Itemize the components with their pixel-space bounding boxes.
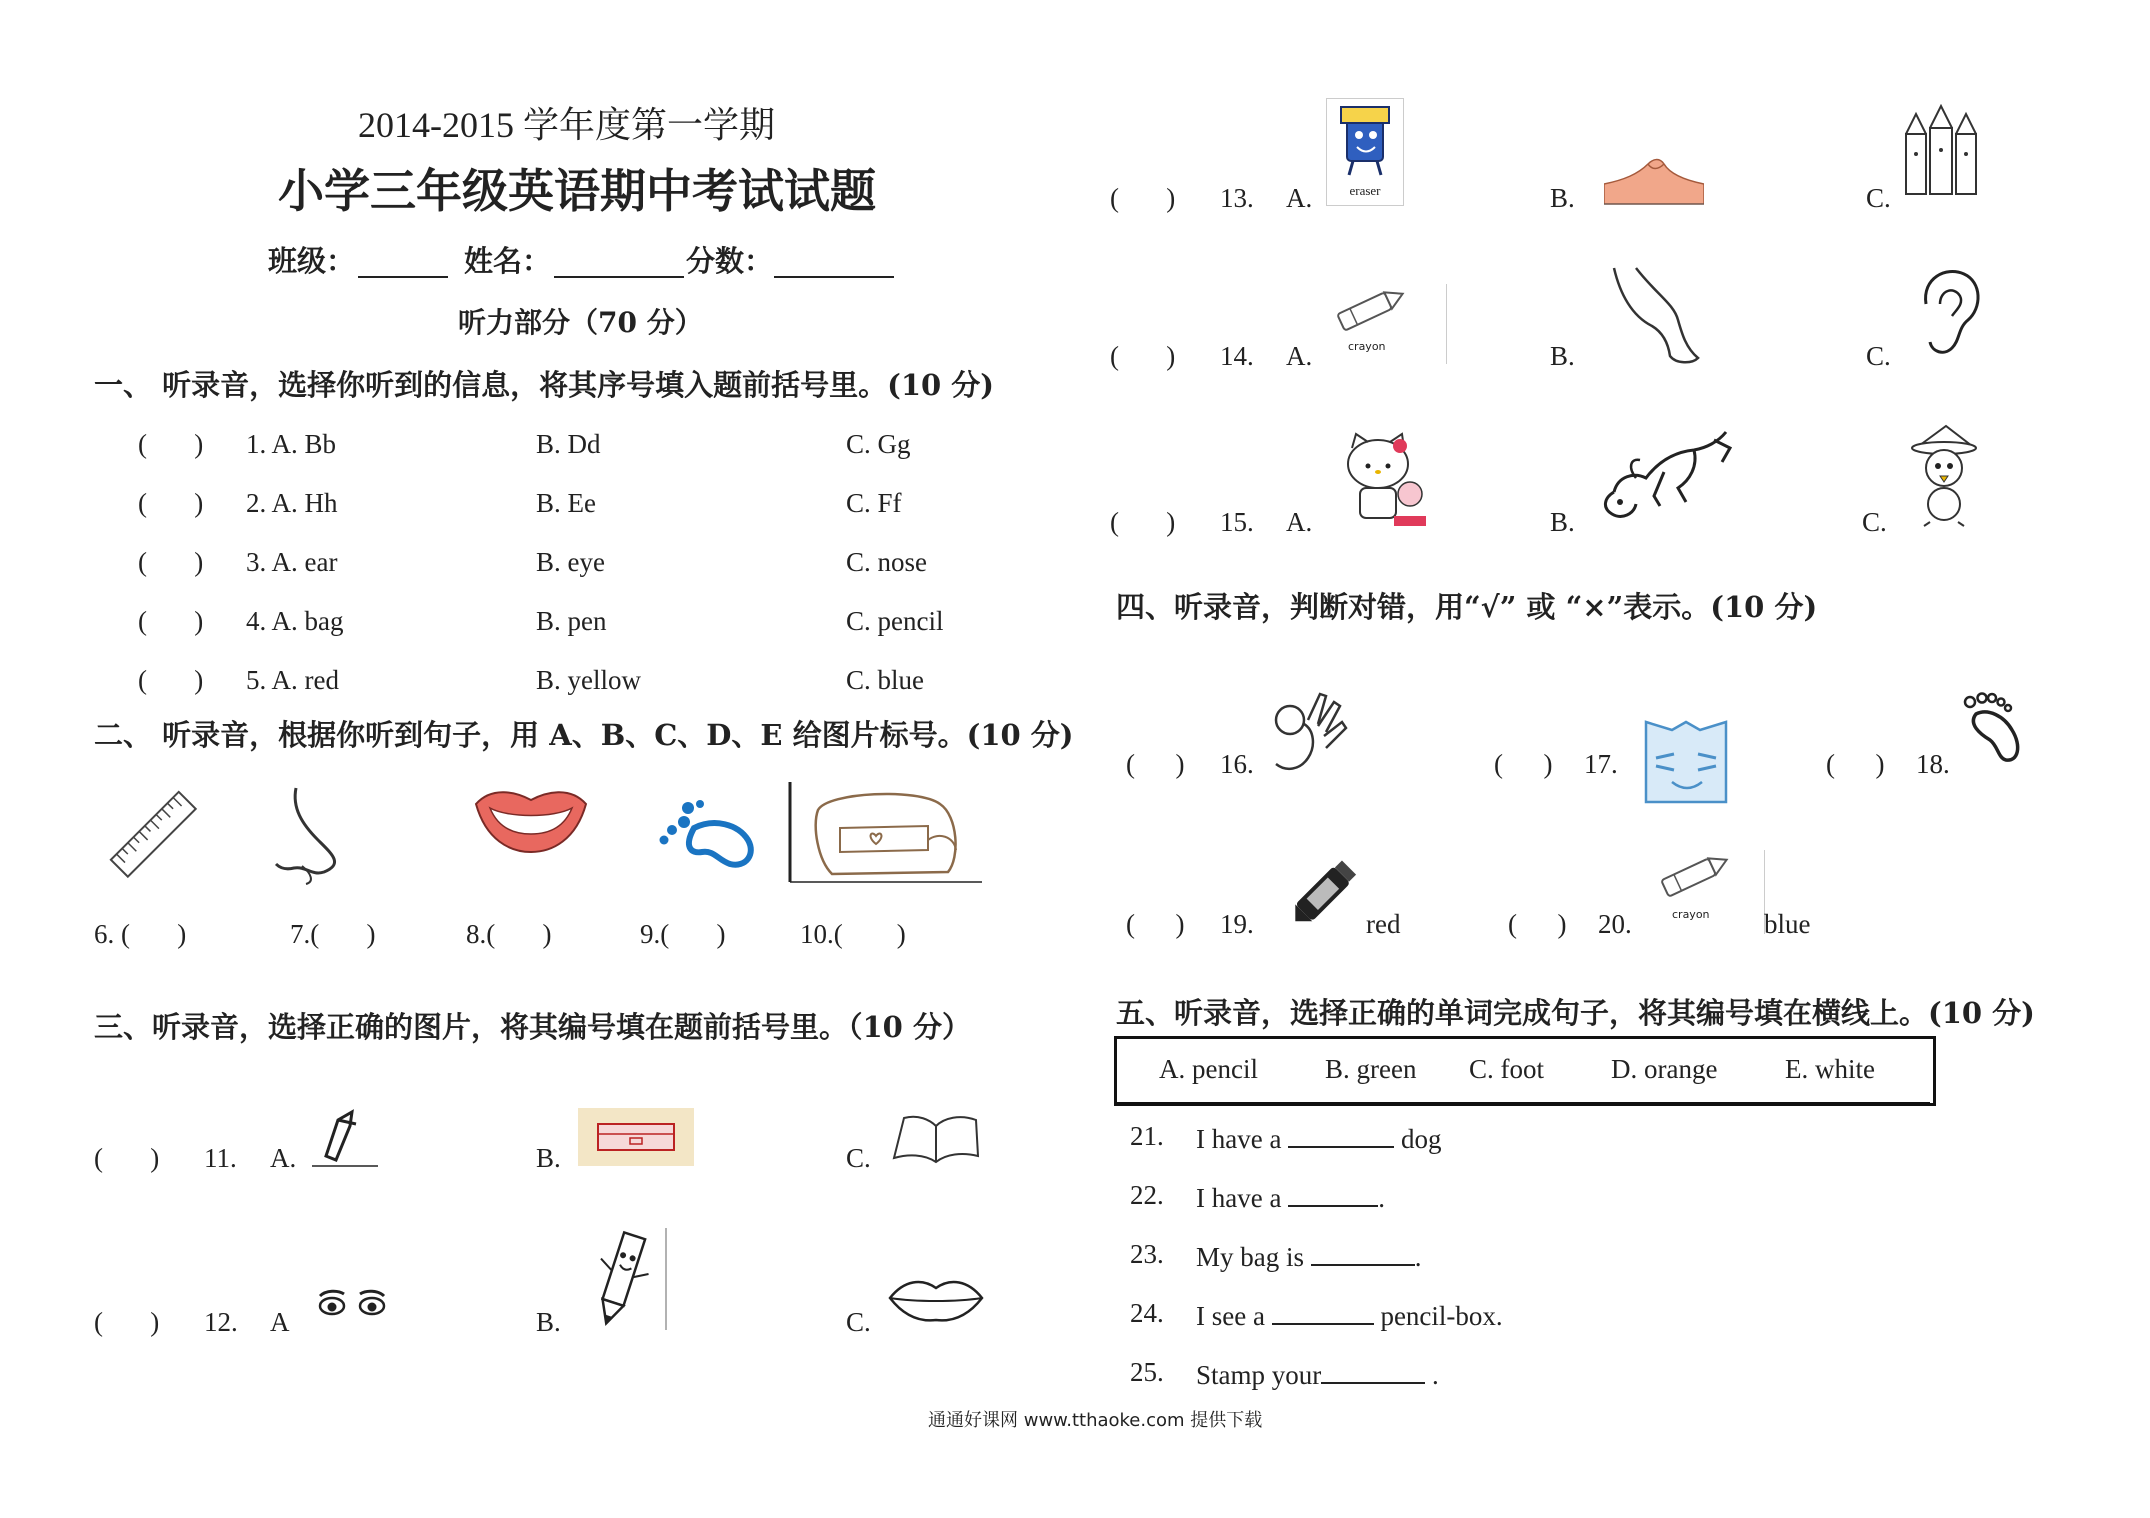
q4-option-a: 4. A. bag	[246, 606, 344, 636]
answer-6[interactable]: 6. ( )	[94, 919, 187, 949]
q12-option-a: A	[270, 1307, 290, 1337]
crayon-label: crayon	[1672, 908, 1710, 921]
q14-option-c: C.	[1866, 341, 1891, 371]
q22-sentence	[1196, 1179, 1385, 1214]
q20-number: 20.	[1598, 909, 1632, 939]
section4-heading: 四、听录音，判断对错，用“√” 或 “×”表示。(10 分)	[1116, 590, 1818, 624]
section2-heading: 二、 听录音，根据你听到句子，用 A、B、C、D、E 给图片标号。(10 分)	[94, 718, 1074, 752]
q4-option-c: C. pencil	[846, 606, 944, 636]
q25-blank[interactable]	[1321, 1356, 1425, 1384]
answer-10[interactable]: 10.( )	[800, 919, 906, 949]
q24-text-before: I see a	[1196, 1301, 1272, 1331]
q8-number: 8.(	[466, 919, 496, 949]
q19-number: 19.	[1220, 909, 1254, 939]
q3-option-b: B. eye	[536, 547, 605, 577]
q23-text-before: My bag is	[1196, 1242, 1311, 1272]
q18-number: 18.	[1916, 749, 1950, 779]
q15-option-c: C.	[1862, 507, 1887, 537]
black-crayon-icon	[1282, 850, 1368, 936]
name-field[interactable]	[554, 250, 684, 278]
q25-sentence	[1196, 1356, 1439, 1391]
q23-blank[interactable]	[1311, 1238, 1415, 1266]
q2-option-a: 2. A. Hh	[246, 488, 338, 518]
q1-option-a: 1. A. Bb	[246, 429, 337, 459]
q7-number: 7.(	[290, 919, 320, 949]
q21-number: 21.	[1130, 1121, 1164, 1151]
face-icon	[1632, 718, 1740, 804]
q21-sentence	[1196, 1120, 1441, 1155]
answer-bracket[interactable]: ( )	[94, 1143, 160, 1173]
answer-bracket[interactable]: ( )	[138, 547, 204, 577]
q2-option-b: B. Ee	[536, 488, 596, 518]
word-option-b: B. green	[1325, 1054, 1417, 1084]
q23-text-after: .	[1414, 1242, 1422, 1272]
crayon-icon	[1330, 284, 1410, 334]
q20-word: blue	[1764, 909, 1811, 939]
q6-number: 6. (	[94, 919, 130, 949]
dog-icon	[1594, 422, 1734, 528]
mouth-icon	[472, 784, 590, 856]
section1-heading: 一、 听录音，选择你听到的信息，将其序号填入题前括号里。(10 分)	[94, 368, 994, 402]
crayons-icon	[1896, 104, 1986, 204]
q10-number: 10.(	[800, 919, 843, 949]
q11-number: 11.	[204, 1143, 237, 1173]
exam-title: 小学三年级英语期中考试试题	[278, 164, 876, 218]
nose-icon	[262, 784, 358, 886]
q25-text-before: Stamp your	[1196, 1360, 1322, 1390]
q21-text-after: dog	[1394, 1124, 1442, 1154]
q11-option-a: A.	[270, 1143, 297, 1173]
eyes-icon	[316, 1288, 390, 1322]
leg-icon	[1606, 264, 1706, 366]
score-field[interactable]	[774, 250, 894, 278]
word-bank-underline	[1114, 1102, 1930, 1104]
q14-number: 14.	[1220, 341, 1254, 371]
q11-option-c: C.	[846, 1143, 871, 1173]
answer-bracket[interactable]: ( )	[1508, 909, 1567, 939]
q25-text-after: .	[1425, 1360, 1439, 1390]
q13-option-a: A.	[1286, 183, 1313, 213]
hello-kitty-icon	[1338, 430, 1434, 530]
q13-option-c: C.	[1866, 183, 1891, 213]
school-year: 2014-2015 学年度第一学期	[358, 105, 775, 145]
q22-blank[interactable]	[1288, 1179, 1378, 1207]
answer-bracket[interactable]: ( )	[138, 488, 204, 518]
q24-text-after: pencil-box.	[1373, 1301, 1503, 1331]
answer-9[interactable]: 9.( )	[640, 919, 726, 949]
answer-bracket[interactable]: ( )	[1110, 183, 1176, 213]
answer-bracket[interactable]: ( )	[1126, 909, 1185, 939]
lips-icon	[886, 1272, 986, 1326]
class-field[interactable]	[358, 250, 448, 278]
q24-blank[interactable]	[1272, 1297, 1374, 1325]
q12-option-c: C.	[846, 1307, 871, 1337]
crayon-icon	[1654, 850, 1734, 900]
eraser-label: eraser	[1349, 183, 1381, 198]
score-label: 分数：	[686, 244, 774, 278]
footer-credit: 通通好课网 www.tthaoke.com 提供下载	[928, 1410, 1263, 1431]
q17-number: 17.	[1584, 749, 1618, 779]
pencil-character-icon	[574, 1226, 670, 1332]
pencil-box-icon	[578, 1108, 694, 1166]
ok-hand-icon	[1264, 690, 1354, 776]
answer-bracket[interactable]: ( )	[1126, 749, 1185, 779]
ruler-icon	[104, 784, 204, 886]
crayon-card	[1330, 284, 1447, 364]
answer-8[interactable]: 8.( )	[466, 919, 552, 949]
word-option-c: C. foot	[1469, 1054, 1545, 1084]
q16-number: 16.	[1220, 749, 1254, 779]
q1-option-c: C. Gg	[846, 429, 911, 459]
answer-bracket[interactable]: ( )	[1110, 341, 1176, 371]
listening-part-title: 听力部分（70 分）	[458, 306, 703, 339]
q15-number: 15.	[1220, 507, 1254, 537]
q13-option-b: B.	[1550, 183, 1575, 213]
q22-text-after: .	[1378, 1183, 1385, 1213]
name-label: 姓名：	[464, 244, 552, 278]
q15-option-a: A.	[1286, 507, 1313, 537]
q5-option-a: 5. A. red	[246, 665, 339, 695]
q21-text-before: I have a	[1196, 1124, 1289, 1154]
q2-option-c: C. Ff	[846, 488, 902, 518]
eraser-card	[1326, 98, 1404, 206]
answer-bracket[interactable]: ( )	[138, 665, 204, 695]
q24-number: 24.	[1130, 1298, 1164, 1328]
word-option-e: E. white	[1785, 1054, 1875, 1084]
section3-heading: 三、听录音，选择正确的图片，将其编号填在题前括号里。（10 分）	[94, 1010, 971, 1044]
q22-text-before: I have a	[1196, 1183, 1289, 1213]
q19-word: red	[1366, 909, 1401, 939]
answer-bracket[interactable]: ( )	[1110, 507, 1176, 537]
q4-option-b: B. pen	[536, 606, 607, 636]
foot-icon	[654, 800, 758, 872]
q15-option-b: B.	[1550, 507, 1575, 537]
pen-icon	[310, 1106, 380, 1170]
q5-option-b: B. yellow	[536, 665, 641, 695]
class-label: 班级：	[268, 244, 356, 278]
crayon-label: crayon	[1348, 340, 1386, 353]
q23-number: 23.	[1130, 1239, 1164, 1269]
book-icon	[890, 1112, 982, 1166]
q25-number: 25.	[1130, 1357, 1164, 1387]
q21-blank[interactable]	[1288, 1120, 1394, 1148]
answer-bracket[interactable]: ( )	[138, 429, 204, 459]
q12-number: 12.	[204, 1307, 238, 1337]
cartoon-bird-icon	[1906, 424, 1982, 528]
q3-option-c: C. nose	[846, 547, 927, 577]
arm-wrestling-icon	[1604, 154, 1704, 206]
eraser-icon	[1327, 99, 1403, 179]
q14-option-a: A.	[1286, 341, 1313, 371]
q24-sentence	[1196, 1297, 1503, 1332]
crayon-card	[1654, 850, 1765, 934]
q12-option-b: B.	[536, 1307, 561, 1337]
q22-number: 22.	[1130, 1180, 1164, 1210]
word-bank-box	[1114, 1036, 1936, 1106]
q13-number: 13.	[1220, 183, 1254, 213]
answer-7[interactable]: 7.( )	[290, 919, 376, 949]
word-option-a: A. pencil	[1159, 1054, 1258, 1084]
q5-option-c: C. blue	[846, 665, 924, 695]
ear-icon	[1912, 264, 1984, 360]
word-option-d: D. orange	[1611, 1054, 1718, 1084]
q1-option-b: B. Dd	[536, 429, 601, 459]
footprint-icon	[1960, 690, 2026, 764]
q9-number: 9.(	[640, 919, 670, 949]
answer-bracket[interactable]: ( )	[1494, 749, 1553, 779]
q14-option-b: B.	[1550, 341, 1575, 371]
section5-heading: 五、听录音，选择正确的单词完成句子，将其编号填在横线上。(10 分)	[1116, 996, 2035, 1030]
q11-option-b: B.	[536, 1143, 561, 1173]
q23-sentence	[1196, 1238, 1422, 1273]
q3-option-a: 3. A. ear	[246, 547, 338, 577]
answer-bracket[interactable]: ( )	[138, 606, 204, 636]
school-bag-icon	[788, 780, 984, 884]
answer-bracket[interactable]: ( )	[94, 1307, 160, 1337]
answer-bracket[interactable]: ( )	[1826, 749, 1885, 779]
